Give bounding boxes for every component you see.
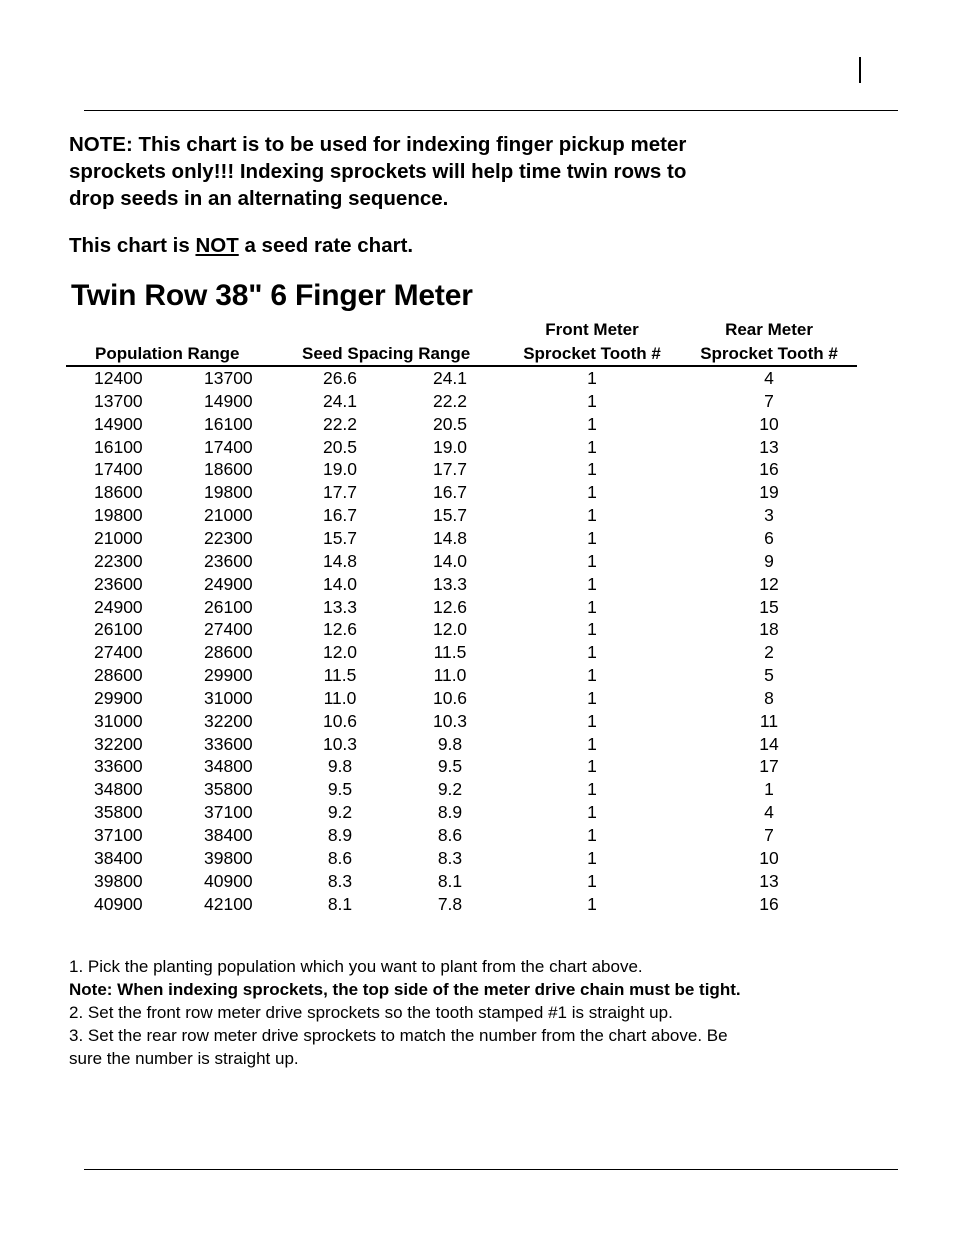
population-min-cell: 27400 — [94, 642, 143, 663]
spacing-max-cell: 22.2 — [322, 413, 358, 434]
front-sprocket-tooth-cell: 1 — [587, 710, 597, 731]
note-suffix: a seed rate chart. — [238, 234, 414, 257]
population-min-cell: 12400 — [94, 368, 143, 388]
spacing-min-cell: 9.8 — [437, 733, 463, 754]
table-row — [0, 642, 954, 665]
rear-sprocket-tooth-cell: 1 — [764, 779, 774, 800]
rear-sprocket-tooth-cell: 13 — [759, 870, 779, 891]
population-max-cell: 39800 — [204, 847, 253, 868]
spacing-min-cell: 11.0 — [433, 665, 467, 686]
instruction-step-3-line-1: 3. Set the rear row meter drive sprockets to match the number from the chart above. Be — [69, 1026, 728, 1045]
population-max-cell: 31000 — [204, 687, 253, 708]
spacing-max-cell: 16.7 — [322, 505, 358, 526]
population-min-cell: 26100 — [94, 619, 143, 640]
population-min-cell: 31000 — [94, 710, 143, 731]
spacing-min-cell: 8.6 — [437, 825, 463, 845]
population-max-cell: 33600 — [204, 733, 253, 754]
rear-sprocket-tooth-cell: 11 — [759, 710, 779, 731]
spacing-max-cell: 12.6 — [322, 619, 358, 640]
header-page-marker — [859, 57, 861, 83]
spacing-max-cell: 9.5 — [327, 779, 353, 800]
front-sprocket-tooth-cell: 1 — [587, 687, 597, 708]
population-min-cell: 16100 — [94, 436, 143, 457]
spacing-max-cell: 26.6 — [322, 368, 358, 388]
front-sprocket-tooth-cell: 1 — [587, 779, 597, 800]
rear-sprocket-tooth-cell: 16 — [759, 459, 779, 480]
table-row — [0, 756, 954, 779]
spacing-min-cell: 10.3 — [432, 710, 468, 731]
front-sprocket-tooth-cell: 1 — [587, 825, 597, 845]
population-min-cell: 28600 — [94, 665, 143, 686]
rear-sprocket-tooth-cell: 10 — [759, 847, 779, 868]
rear-sprocket-tooth-cell: 5 — [764, 665, 774, 686]
rear-sprocket-tooth-cell: 6 — [764, 527, 774, 548]
rear-sprocket-tooth-cell: 10 — [759, 413, 779, 434]
spacing-min-cell: 14.8 — [432, 527, 468, 548]
population-max-cell: 18600 — [204, 459, 253, 480]
table-row — [0, 574, 954, 597]
table-row — [0, 848, 954, 871]
population-min-cell: 29900 — [94, 687, 143, 708]
header-underline — [66, 365, 857, 367]
population-max-cell: 19800 — [204, 482, 253, 503]
front-sprocket-tooth-cell: 1 — [587, 870, 597, 891]
note-line-3: drop seeds in an alternating sequence. — [69, 187, 449, 210]
spacing-min-cell: 9.5 — [437, 756, 463, 777]
population-max-cell: 28600 — [204, 642, 253, 663]
spacing-max-cell: 15.7 — [322, 527, 358, 548]
spacing-max-cell: 10.6 — [322, 710, 358, 731]
front-sprocket-tooth-cell: 1 — [587, 573, 597, 594]
rear-sprocket-tooth-cell: 4 — [764, 802, 774, 823]
table-row — [0, 437, 954, 460]
table-row — [0, 871, 954, 894]
table-row — [0, 711, 954, 734]
spacing-max-cell: 12.0 — [322, 642, 358, 663]
population-max-cell: 23600 — [204, 550, 253, 571]
spacing-min-cell: 7.8 — [437, 893, 463, 914]
rear-sprocket-tooth-cell: 2 — [764, 642, 774, 663]
population-min-cell: 14900 — [94, 413, 143, 434]
front-sprocket-tooth-cell: 1 — [587, 619, 597, 640]
spacing-max-cell: 8.1 — [327, 893, 353, 914]
spacing-min-cell: 11.5 — [433, 642, 467, 663]
spacing-max-cell: 14.8 — [322, 550, 358, 571]
population-max-cell: 26100 — [204, 596, 253, 617]
rear-sprocket-tooth-cell: 7 — [764, 825, 774, 845]
note-not-emphasis: NOT — [195, 234, 239, 257]
spacing-min-cell: 16.7 — [432, 482, 468, 503]
population-min-cell: 23600 — [94, 573, 143, 594]
table-row — [0, 825, 954, 848]
instruction-step-1: 1. Pick the planting population which you want to plant from the chart above. — [69, 957, 643, 976]
population-min-cell: 24900 — [94, 596, 143, 617]
population-max-cell: 24900 — [204, 573, 253, 594]
header-seed-spacing-range: Seed Spacing Range — [302, 344, 471, 363]
population-min-cell: 13700 — [94, 390, 143, 411]
population-min-cell: 19800 — [94, 505, 143, 526]
population-min-cell: 22300 — [94, 550, 143, 571]
table-row — [0, 688, 954, 711]
note-line-1: NOTE: This chart is to be used for indexing finger pickup meter — [69, 133, 687, 156]
population-min-cell: 35800 — [94, 802, 143, 823]
spacing-min-cell: 15.7 — [432, 505, 468, 526]
population-min-cell: 40900 — [94, 893, 143, 914]
header-rear-meter: Rear Meter — [725, 320, 813, 339]
population-max-cell: 38400 — [204, 825, 253, 845]
front-sprocket-tooth-cell: 1 — [587, 847, 597, 868]
front-sprocket-tooth-cell: 1 — [587, 642, 597, 663]
population-max-cell: 17400 — [204, 436, 253, 457]
rear-sprocket-tooth-cell: 8 — [764, 687, 774, 708]
not-seed-rate-note — [69, 232, 413, 259]
header-front-sprocket-tooth: Sprocket Tooth # — [523, 344, 661, 363]
rear-sprocket-tooth-cell: 4 — [764, 368, 774, 388]
front-sprocket-tooth-cell: 1 — [587, 390, 597, 411]
front-sprocket-tooth-cell: 1 — [587, 482, 597, 503]
table-row — [0, 894, 954, 917]
rear-sprocket-tooth-cell: 15 — [759, 596, 779, 617]
table-row — [0, 734, 954, 757]
spacing-min-cell: 12.0 — [432, 619, 468, 640]
spacing-max-cell: 8.6 — [327, 847, 353, 868]
population-max-cell: 14900 — [204, 390, 253, 411]
population-min-cell: 37100 — [94, 825, 143, 845]
front-sprocket-tooth-cell: 1 — [587, 665, 597, 686]
front-sprocket-tooth-cell: 1 — [587, 596, 597, 617]
spacing-min-cell: 10.6 — [432, 687, 468, 708]
spacing-min-cell: 12.6 — [432, 596, 468, 617]
rear-sprocket-tooth-cell: 13 — [759, 436, 779, 457]
population-min-cell: 33600 — [94, 756, 143, 777]
spacing-max-cell: 14.0 — [322, 573, 358, 594]
table-title: Twin Row 38" 6 Finger Meter — [71, 279, 473, 312]
front-sprocket-tooth-cell: 1 — [587, 459, 597, 480]
table-row — [0, 368, 954, 391]
population-min-cell: 32200 — [94, 733, 143, 754]
front-sprocket-tooth-cell: 1 — [587, 802, 597, 823]
rear-sprocket-tooth-cell: 12 — [759, 573, 779, 594]
population-min-cell: 18600 — [94, 482, 143, 503]
front-sprocket-tooth-cell: 1 — [587, 733, 597, 754]
rear-sprocket-tooth-cell: 3 — [764, 505, 774, 526]
bottom-rule — [84, 1169, 898, 1170]
header-front-meter: Front Meter — [545, 320, 639, 339]
instruction-note: Note: When indexing sprockets, the top side of the meter drive chain must be tight. — [69, 980, 741, 999]
front-sprocket-tooth-cell: 1 — [587, 436, 597, 457]
population-max-cell: 35800 — [204, 779, 253, 800]
rear-sprocket-tooth-cell: 14 — [759, 733, 779, 754]
header-rear-sprocket-tooth: Sprocket Tooth # — [700, 344, 838, 363]
population-max-cell: 34800 — [204, 756, 253, 777]
table-row — [0, 665, 954, 688]
population-min-cell: 21000 — [94, 527, 143, 548]
instruction-step-2: 2. Set the front row meter drive sprockets so the tooth stamped #1 is straight up. — [69, 1003, 673, 1022]
spacing-max-cell: 19.0 — [322, 459, 358, 480]
table-row — [0, 391, 954, 414]
spacing-max-cell: 8.9 — [327, 825, 353, 845]
table-row — [0, 802, 954, 825]
spacing-min-cell: 14.0 — [432, 550, 468, 571]
population-min-cell: 17400 — [94, 459, 143, 480]
rear-sprocket-tooth-cell: 7 — [764, 390, 774, 411]
population-max-cell: 32200 — [204, 710, 253, 731]
instruction-step-3-line-2: sure the number is straight up. — [69, 1049, 299, 1068]
rear-sprocket-tooth-cell: 19 — [759, 482, 779, 503]
table-row — [0, 482, 954, 505]
spacing-min-cell: 13.3 — [432, 573, 468, 594]
top-rule — [84, 110, 898, 111]
note-line-2: sprockets only!!! Indexing sprockets will help time twin rows to — [69, 160, 687, 183]
population-max-cell: 13700 — [204, 368, 253, 388]
spacing-max-cell: 11.0 — [323, 687, 357, 708]
population-max-cell: 21000 — [204, 505, 253, 526]
population-min-cell: 38400 — [94, 847, 143, 868]
table-row — [0, 528, 954, 551]
table-row — [0, 551, 954, 574]
spacing-min-cell: 8.3 — [437, 847, 463, 868]
spacing-min-cell: 22.2 — [432, 390, 468, 411]
table-row — [0, 505, 954, 528]
rear-sprocket-tooth-cell: 18 — [759, 619, 779, 640]
spacing-max-cell: 20.5 — [322, 436, 358, 457]
front-sprocket-tooth-cell: 1 — [587, 505, 597, 526]
population-min-cell: 39800 — [94, 870, 143, 891]
spacing-min-cell: 24.1 — [432, 368, 468, 388]
spacing-min-cell: 20.5 — [432, 413, 468, 434]
population-max-cell: 40900 — [204, 870, 253, 891]
population-max-cell: 42100 — [204, 893, 253, 914]
spacing-min-cell: 9.2 — [437, 779, 463, 800]
population-max-cell: 22300 — [204, 527, 253, 548]
front-sprocket-tooth-cell: 1 — [587, 756, 597, 777]
table-row — [0, 619, 954, 642]
population-max-cell: 29900 — [204, 665, 253, 686]
rear-sprocket-tooth-cell: 9 — [764, 550, 774, 571]
front-sprocket-tooth-cell: 1 — [587, 368, 597, 388]
front-sprocket-tooth-cell: 1 — [587, 413, 597, 434]
header-population-range: Population Range — [95, 344, 240, 363]
spacing-min-cell: 8.9 — [437, 802, 463, 823]
spacing-max-cell: 10.3 — [322, 733, 358, 754]
rear-sprocket-tooth-cell: 17 — [759, 756, 779, 777]
front-sprocket-tooth-cell: 1 — [587, 527, 597, 548]
spacing-max-cell: 9.8 — [327, 756, 353, 777]
note-prefix: This chart is — [69, 234, 196, 257]
population-max-cell: 16100 — [204, 413, 253, 434]
population-max-cell: 27400 — [204, 619, 253, 640]
table-row — [0, 414, 954, 437]
population-max-cell: 37100 — [204, 802, 253, 823]
table-row — [0, 779, 954, 802]
rear-sprocket-tooth-cell: 16 — [759, 893, 779, 914]
table-row — [0, 597, 954, 620]
front-sprocket-tooth-cell: 1 — [587, 550, 597, 571]
front-sprocket-tooth-cell: 1 — [587, 893, 597, 914]
spacing-min-cell: 8.1 — [437, 870, 463, 891]
spacing-max-cell: 8.3 — [327, 870, 353, 891]
spacing-max-cell: 9.2 — [327, 802, 353, 823]
spacing-max-cell: 13.3 — [322, 596, 358, 617]
spacing-min-cell: 17.7 — [432, 459, 468, 480]
spacing-max-cell: 17.7 — [322, 482, 358, 503]
spacing-max-cell: 11.5 — [323, 665, 357, 686]
spacing-max-cell: 24.1 — [322, 390, 358, 411]
table-row — [0, 459, 954, 482]
spacing-min-cell: 19.0 — [432, 436, 468, 457]
indexing-note — [69, 131, 789, 212]
population-min-cell: 34800 — [94, 779, 143, 800]
